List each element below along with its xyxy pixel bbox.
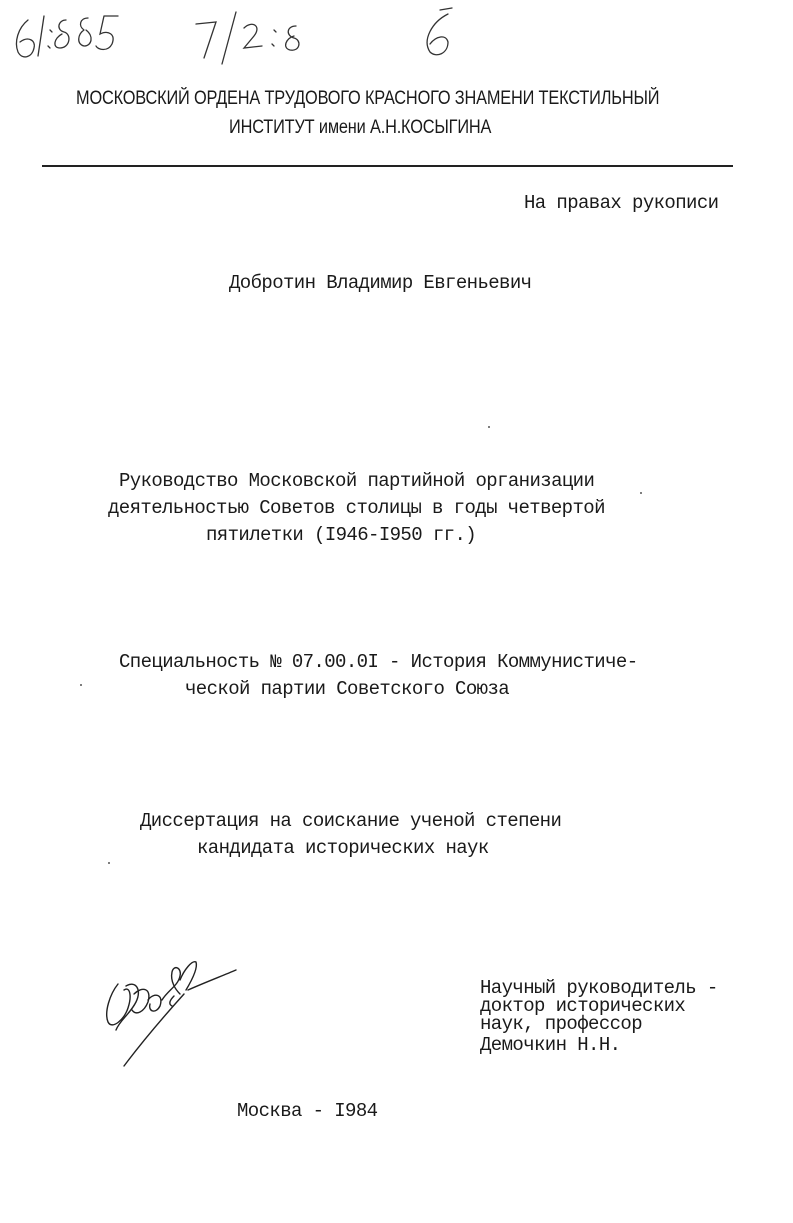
author-name: Добротин Владимир Евгеньевич: [229, 272, 532, 294]
specialty-line1: Специальность № 07.00.0I - История Коммунистиче-: [119, 651, 638, 673]
city-and-year: Москва - I984: [237, 1100, 378, 1122]
scan-speck: [640, 492, 642, 494]
specialty-line2: ческой партии Советского Союза: [185, 678, 510, 700]
degree-line1: Диссертация на соискание ученой степени: [140, 810, 562, 832]
dissertation-title-line1: Руководство Московской партийной организации: [119, 470, 595, 492]
supervisor-line4: Демочкин Н.Н.: [480, 1034, 621, 1056]
header-divider: [42, 165, 733, 167]
institute-name-line2: ИНСТИТУТ имени А.Н.КОСЫГИНА: [229, 117, 492, 138]
handwritten-signature: [96, 950, 246, 1075]
dissertation-title-line3: пятилетки (I946-I950 гг.): [206, 524, 477, 546]
manuscript-rights-label: На правах рукописи: [524, 192, 719, 214]
dissertation-title-line2: деятельностью Советов столицы в годы четвертой: [108, 497, 605, 519]
supervisor-line1: Научный руководитель -: [480, 977, 718, 999]
supervisor-line2: доктор исторических: [480, 995, 686, 1017]
degree-line2: кандидата исторических наук: [197, 837, 489, 859]
supervisor-line3: наук, профессор: [480, 1013, 643, 1035]
scan-speck: [80, 684, 82, 686]
institute-name-line1: МОСКОВСКИЙ ОРДЕНА ТРУДОВОГО КРАСНОГО ЗНАМЕНИ ТЕКСТИЛЬНЫЙ: [76, 88, 660, 109]
scan-speck: [488, 426, 490, 428]
scan-speck: [108, 862, 110, 864]
